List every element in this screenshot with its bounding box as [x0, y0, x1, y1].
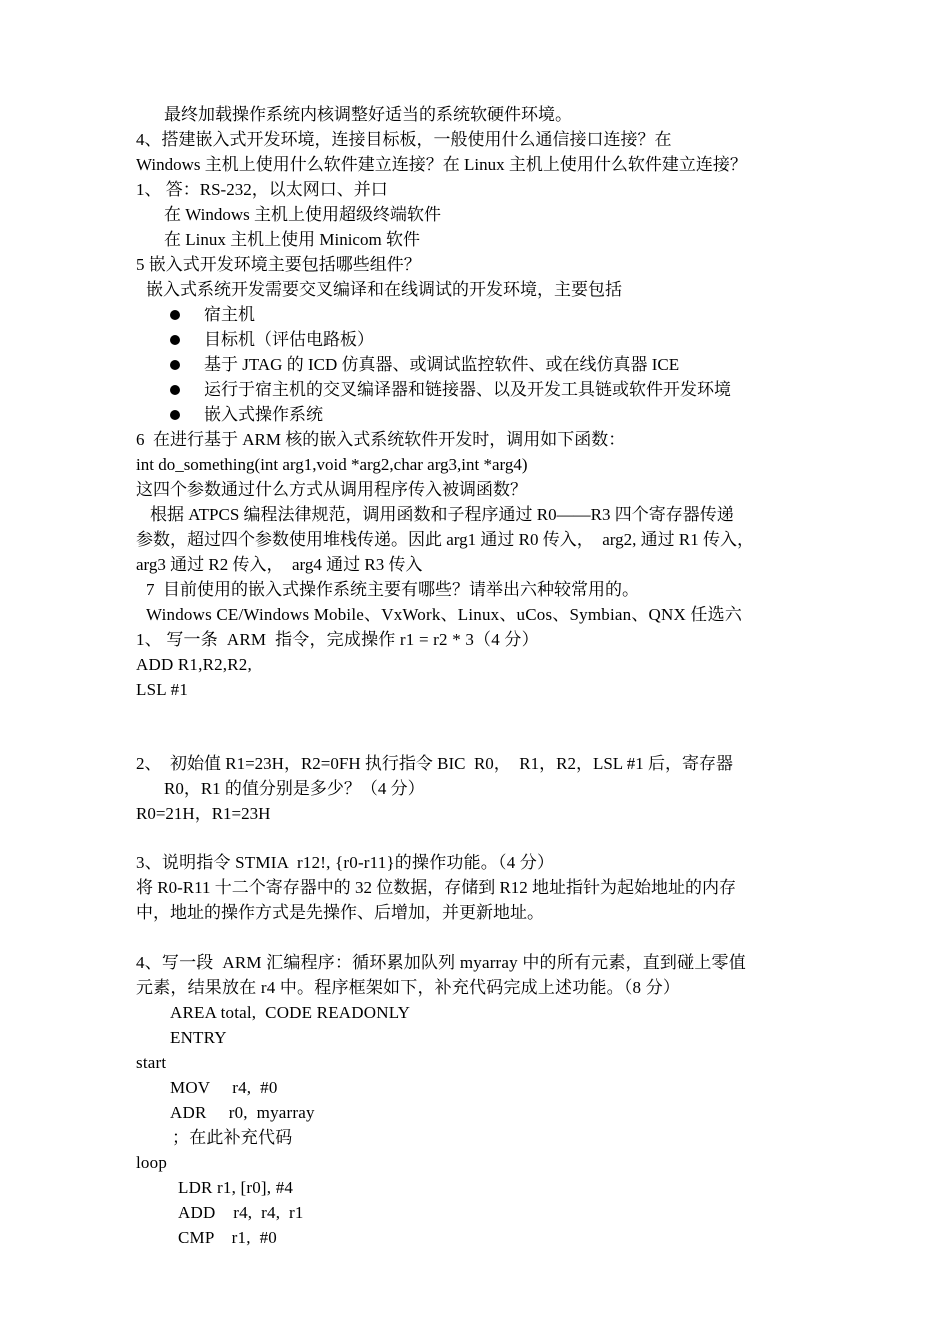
bullet-icon [170, 310, 180, 320]
exercise-1: 1、 写一条 ARM 指令，完成操作 r1 = r2 * 3（4 分） [136, 630, 539, 649]
code-line: ADD R1,R2,R2, [136, 655, 252, 674]
answer-line: 在 Windows 主机上使用超级终端软件 [164, 205, 441, 224]
exercise-2-line-1: 2、 初始值 R1=23H，R2=0FH 执行指令 BIC R0， R1，R2，LSL #1 后，寄存器 [136, 754, 734, 773]
code-line: start [136, 1053, 167, 1072]
answer-line: R0=21H，R1=23H [136, 804, 271, 823]
question-7: 7 目前使用的嵌入式操作系统主要有哪些？请举出六种较常用的。 [146, 580, 639, 599]
code-line: MOV r4, #0 [170, 1078, 278, 1097]
code-line: ENTRY [170, 1028, 227, 1047]
bullet-icon [170, 360, 180, 370]
code-line: ADR r0, myarray [170, 1103, 315, 1122]
exercise-2-line-2: R0，R1 的值分别是多少？（4 分） [164, 779, 425, 798]
bullet-icon [170, 385, 180, 395]
answer-line: 参数，超过四个参数使用堆栈传递。因此 arg1 通过 R0 传入， arg2, 通过 R1 传入， [136, 530, 754, 549]
code-line: LDR r1, [r0], #4 [178, 1178, 294, 1197]
bullet-icon [170, 335, 180, 345]
bullet-item: 目标机（评估电路板） [204, 330, 374, 349]
exercise-3: 3、说明指令 STMIA r12!, {r0-r11}的操作功能。（4 分） [136, 853, 555, 872]
answer-line: 1、 答：RS-232，以太网口、并口 [136, 180, 388, 199]
bullet-item: 基于 JTAG 的 ICD 仿真器、或调试监控软件、或在线仿真器 ICE [204, 355, 680, 374]
code-comment: ；在此补充代码 [172, 1128, 293, 1147]
answer-line: 将 R0-R11 十二个寄存器中的 32 位数据，存储到 R12 地址指针为起始地址的内存 [136, 878, 737, 897]
code-line: loop [136, 1153, 168, 1172]
answer-line: arg3 通过 R2 传入， arg4 通过 R3 传入 [136, 555, 423, 574]
question-4-line-1: 4、搭建嵌入式开发环境，连接目标板，一般使用什么通信接口连接？在 [136, 130, 672, 149]
code-line: ADD r4, r4, r1 [178, 1203, 304, 1222]
answer-line: 嵌入式系统开发需要交叉编译和在线调试的开发环境，主要包括 [146, 280, 622, 299]
code-line: LSL #1 [136, 680, 189, 699]
text-line: 最终加载操作系统内核调整好适当的系统软硬件环境。 [164, 105, 572, 124]
answer-line: 中，地址的操作方式是先操作、后增加，并更新地址。 [136, 903, 544, 922]
bullet-item: 嵌入式操作系统 [204, 405, 323, 424]
answer-line: Windows CE/Windows Mobile、VxWork、Linux、uCos、Symbian、QNX 任选六 [146, 605, 743, 624]
question-6: 6 在进行基于 ARM 核的嵌入式系统软件开发时，调用如下函数： [136, 430, 626, 449]
bullet-item: 宿主机 [204, 305, 255, 324]
code-line: CMP r1, #0 [178, 1228, 277, 1247]
question-6-sub: 这四个参数通过什么方式从调用程序传入被调函数？ [136, 480, 527, 499]
code-line: AREA total, CODE READONLY [170, 1003, 411, 1022]
answer-line: 根据 ATPCS 编程法律规范，调用函数和子程序通过 R0——R3 四个寄存器传递 [150, 505, 734, 524]
bullet-icon [170, 410, 180, 420]
exercise-4-line-2: 元素，结果放在 r4 中。程序框架如下，补充代码完成上述功能。（8 分） [136, 978, 681, 997]
code-line: int do_something(int arg1,void *arg2,char arg3,int *arg4) [136, 455, 528, 474]
question-5: 5 嵌入式开发环境主要包括哪些组件？ [136, 255, 421, 274]
question-4-line-2: Windows 主机上使用什么软件建立连接？在 Linux 主机上使用什么软件建立连接？ [136, 155, 747, 174]
answer-line: 在 Linux 主机上使用 Minicom 软件 [164, 230, 420, 249]
exercise-4-line-1: 4、写一段 ARM 汇编程序：循环累加队列 myarray 中的所有元素，直到碰上零值 [136, 953, 746, 972]
bullet-item: 运行于宿主机的交叉编译器和链接器、以及开发工具链或软件开发环境 [204, 380, 731, 399]
